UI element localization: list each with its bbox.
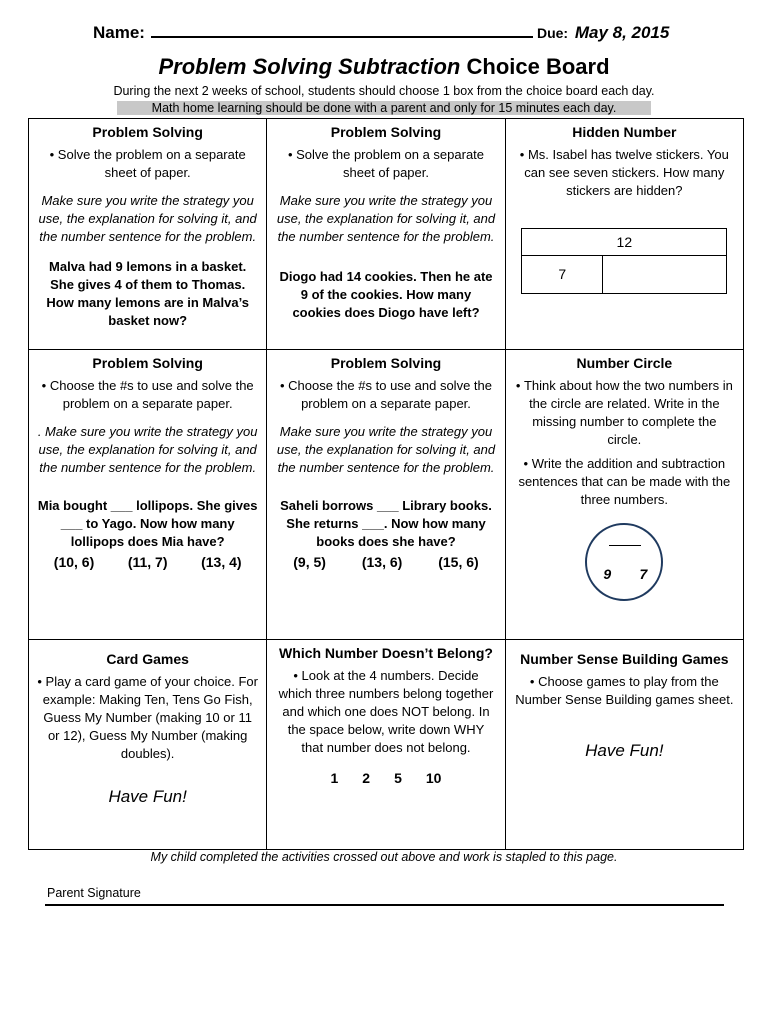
- cell-title: Number Sense Building Games: [520, 651, 729, 667]
- number: 1: [330, 770, 339, 786]
- number-choices: [37, 553, 258, 572]
- cell-bullet: • Solve the problem on a separate sheet of paper.: [37, 146, 258, 182]
- cell-hidden-number: [505, 119, 743, 350]
- hidden-box-part: 7: [522, 256, 603, 293]
- circle-number-right: 7: [639, 565, 648, 582]
- have-fun-text: Have Fun!: [585, 741, 664, 761]
- cell-strategy: Make sure you write the strategy you use, the explanation for solving it, and the number sentence for the problem.: [276, 424, 496, 476]
- cell-bullet: • Look at the 4 numbers. Decide which three numbers belong together and which one does NOT belong. In the space below, write down WHY that number does not belong.: [275, 667, 496, 757]
- cell-title: Problem Solving: [92, 124, 203, 140]
- due-date: May 8, 2015: [574, 23, 670, 42]
- cell-title: Problem Solving: [330, 124, 442, 140]
- cell-bullet: • Solve the problem on a separate sheet of paper.: [275, 146, 496, 182]
- cell-strategy: Make sure you write the strategy you use, the explanation for solving it, and the number sentence for the problem.: [38, 193, 257, 245]
- cell-bullet: • Ms. Isabel has twelve stickers. You can see seven stickers. How many stickers are hidden?: [514, 146, 735, 200]
- hidden-number-box: [521, 228, 727, 294]
- cell-title: Problem Solving: [330, 355, 442, 371]
- cell-bullet: • Choose the #s to use and solve the problem on a separate paper.: [37, 377, 258, 413]
- name-label: Name:: [93, 23, 145, 42]
- have-fun-text: Have Fun!: [108, 787, 187, 806]
- cell-card-games: [29, 640, 267, 850]
- cell-title: Problem Solving: [92, 355, 203, 371]
- number-choices: [275, 553, 496, 572]
- header-name-row: [93, 22, 669, 43]
- cell-title: Number Circle: [576, 355, 673, 371]
- cell-title: Which Number Doesn’t Belong?: [279, 645, 493, 661]
- cell-strategy: Make sure you write the strategy you use, the explanation for solving it, and the number sentence for the problem.: [276, 193, 496, 245]
- cell-problem: Diogo had 14 cookies. Then he ate 9 of the cookies. How many cookies does Diogo have left?: [279, 269, 493, 320]
- cell-title: Card Games: [106, 651, 189, 667]
- name-blank-line: [151, 22, 533, 38]
- cell-bullet: • Choose games to play from the Number Sense Building games sheet.: [514, 673, 735, 709]
- cell-problem-solving-2: [267, 119, 505, 350]
- title-italic: Problem Solving Subtraction: [158, 54, 461, 79]
- cell-title: Hidden Number: [572, 124, 677, 140]
- cell-bullet: • Think about how the two numbers in the circle are related. Write in the missing number to complete the circle.: [514, 377, 735, 449]
- cell-which-number: [267, 640, 505, 850]
- choice: (11, 7): [127, 553, 168, 570]
- title-plain: Choice Board: [466, 54, 610, 79]
- cell-number-circle: [505, 350, 743, 640]
- intro-highlight: Math home learning should be done with a parent and only for 15 minutes each day.: [117, 101, 651, 115]
- number-set: [275, 769, 496, 788]
- circle-blank-line: [609, 531, 641, 546]
- cell-bullet: • Play a card game of your choice. For example: Making Ten, Tens Go Fish, Guess My Number (making 10 or 11 or 12), Guess My Number (making doubles).: [37, 673, 258, 763]
- completion-note: My child completed the activities crossed out above and work is stapled to this page.: [150, 850, 618, 864]
- board-row-2: [29, 350, 744, 640]
- choice: (15, 6): [438, 553, 479, 570]
- cell-number-sense-games: [505, 640, 743, 850]
- number: 10: [425, 770, 442, 786]
- parent-signature-label: Parent Signature: [47, 886, 141, 900]
- number-circle: [585, 523, 663, 601]
- circle-number-left: 9: [603, 565, 612, 582]
- hidden-box-total: 12: [522, 229, 726, 256]
- cell-problem-solving-1: [29, 119, 267, 350]
- choice: (10, 6): [53, 553, 95, 570]
- cell-problem-solving-4: [267, 350, 505, 640]
- signature-line: [45, 904, 724, 906]
- page-title: [0, 54, 768, 80]
- intro-text: During the next 2 weeks of school, students should choose 1 box from the choice board each day.: [113, 84, 655, 98]
- choice: (13, 4): [201, 553, 242, 570]
- cell-bullet: • Write the addition and subtraction sentences that can be made with the three numbers.: [514, 455, 735, 509]
- choice: (13, 6): [361, 553, 403, 570]
- due-label: Due:: [536, 25, 569, 41]
- number: 5: [394, 770, 402, 786]
- choice: (9, 5): [293, 553, 326, 570]
- number: 2: [362, 770, 371, 786]
- cell-problem: Saheli borrows ___ Library books. She returns ___. Now how many books does she have?: [280, 498, 492, 549]
- board-row-3: [29, 640, 744, 850]
- cell-problem: Malva had 9 lemons in a basket. She gives 4 of them to Thomas. How many lemons are in Malva’s basket now?: [46, 259, 249, 328]
- cell-problem-solving-3: [29, 350, 267, 640]
- cell-bullet: • Choose the #s to use and solve the problem on a separate paper.: [275, 377, 496, 413]
- board-row-1: [29, 119, 744, 350]
- choice-board: [28, 118, 744, 850]
- cell-problem: Mia bought ___ lollipops. She gives ___ to Yago. Now how many lollipops does Mia have?: [37, 498, 258, 549]
- cell-strategy: . Make sure you write the strategy you use, the explanation for solving it, and the number sentence for the problem.: [37, 424, 258, 476]
